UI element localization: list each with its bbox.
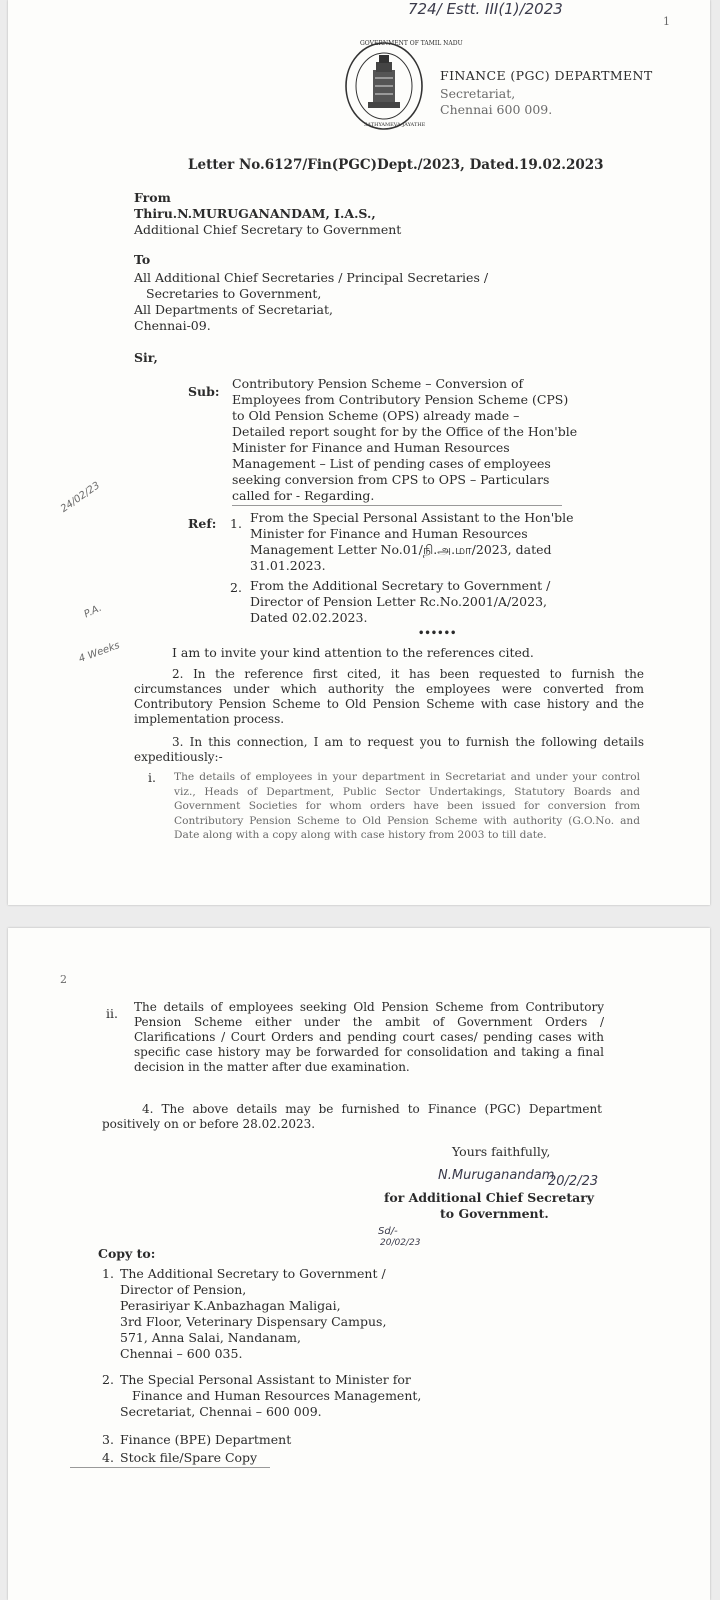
copy-to-number: 1. bbox=[102, 1266, 114, 1281]
item-i-text: The details of employees in your department in Secretariat and under your control viz., Heads of Department, Public Sector Undertakings, Statutory Boards and Government Societies for whom orders have been issued for conversion from Contributory Pension Scheme to Old Pension Scheme with authority (G.O.No. and Date along with a copy along with case history from 2003 to till date. bbox=[174, 771, 640, 841]
subject-line: Contributory Pension Scheme – Conversion of bbox=[232, 376, 524, 391]
signatory-line: for Additional Chief Secretary bbox=[384, 1190, 595, 1205]
signatory-line: to Government. bbox=[440, 1206, 549, 1221]
letter-number: Letter No.6127/Fin(PGC)Dept./2023, Dated.19.02.2023 bbox=[188, 157, 604, 173]
from-label: From bbox=[134, 190, 171, 205]
subject-line: seeking conversion from CPS to OPS – Particulars bbox=[232, 472, 550, 487]
paragraph-1: I am to invite your kind attention to the references cited. bbox=[172, 645, 534, 660]
from-designation: Additional Chief Secretary to Government bbox=[134, 222, 402, 237]
copy-to-line: 571, Anna Salai, Nandanam, bbox=[120, 1330, 301, 1345]
copy-to-label: Copy to: bbox=[98, 1246, 156, 1261]
from-name: Thiru.N.MURUGANANDAM, I.A.S., bbox=[134, 206, 376, 221]
initials: Sd/- bbox=[378, 1226, 398, 1237]
subject-label: Sub: bbox=[188, 384, 220, 399]
copy-to-number: 2. bbox=[102, 1372, 114, 1387]
department-line-3: Chennai 600 009. bbox=[440, 102, 553, 117]
subject-line: to Old Pension Scheme (OPS) already made – bbox=[232, 408, 520, 423]
copy-to-line: Finance (BPE) Department bbox=[120, 1432, 292, 1447]
copy-to-line: Chennai – 600 035. bbox=[120, 1346, 243, 1361]
salutation: Sir, bbox=[134, 350, 158, 365]
paragraph-3: 3. In this connection, I am to request you to furnish the following details expeditiously:- bbox=[134, 735, 644, 764]
to-line: Chennai-09. bbox=[134, 318, 211, 333]
initials-date: 20/02/23 bbox=[380, 1238, 421, 1248]
copy-to-line: Finance and Human Resources Management, bbox=[132, 1388, 422, 1403]
to-line: All Additional Chief Secretaries / Principal Secretaries / bbox=[134, 270, 489, 285]
separator: •••••• bbox=[418, 628, 457, 639]
paragraph-4: 4. The above details may be furnished to Finance (PGC) Department positively on or before 28.02.2023. bbox=[102, 1102, 602, 1131]
item-ii-number: ii. bbox=[106, 1006, 118, 1021]
copy-to-number: 4. bbox=[102, 1450, 114, 1465]
subject-line: Employees from Contributory Pension Scheme (CPS) bbox=[232, 392, 569, 407]
copy-to-line: Director of Pension, bbox=[120, 1282, 247, 1297]
letter-page-1 bbox=[8, 0, 710, 905]
closing: Yours faithfully, bbox=[452, 1144, 551, 1159]
copy-to-line: Stock file/Spare Copy bbox=[120, 1450, 258, 1465]
reference-label: Ref: bbox=[188, 516, 217, 531]
stock-file-underline bbox=[70, 1467, 270, 1468]
copy-to-line: Perasiriyar K.Anbazhagan Maligai, bbox=[120, 1298, 341, 1313]
to-line: All Departments of Secretariat, bbox=[134, 302, 333, 317]
signature: N.Muruganandam bbox=[438, 1168, 555, 1183]
copy-to-line: 3rd Floor, Veterinary Dispensary Campus, bbox=[120, 1314, 387, 1329]
reference-number: 2. bbox=[230, 580, 242, 595]
margin-note-period: 4 Weeks bbox=[77, 640, 122, 665]
margin-note-initials: P.A. bbox=[82, 602, 104, 621]
to-label: To bbox=[134, 252, 151, 267]
item-i-number: i. bbox=[148, 770, 156, 785]
paragraph-2: 2. In the reference first cited, it has been requested to furnish the circumstances under which authority the employees were converted from Contributory Pension Scheme to Old Pension Scheme with case history and the implementation process. bbox=[134, 667, 644, 726]
handwritten-reference: 724/ Estt. III(1)/2023 bbox=[408, 0, 563, 18]
seal-top-text: GOVERNMENT OF TAMIL NADU bbox=[360, 40, 463, 47]
reference-line: Director of Pension Letter Rc.No.2001/A/2023, bbox=[250, 594, 548, 609]
department-line-2: Secretariat, bbox=[440, 86, 516, 101]
department-name: FINANCE (PGC) DEPARTMENT bbox=[440, 68, 653, 83]
reference-line: From the Additional Secretary to Government / bbox=[250, 578, 551, 593]
reference-line: Management Letter No.01/நி.அ.மா/2023, dated bbox=[250, 542, 552, 557]
copy-to-line: The Additional Secretary to Government / bbox=[120, 1266, 386, 1281]
reference-line: 31.01.2023. bbox=[250, 558, 326, 573]
reference-line: From the Special Personal Assistant to the Hon'ble bbox=[250, 510, 574, 525]
copy-to-number: 3. bbox=[102, 1432, 114, 1447]
reference-line: Minister for Finance and Human Resources bbox=[250, 526, 528, 541]
letter-page-2 bbox=[8, 928, 710, 1600]
page-number-mark: 2 bbox=[60, 973, 67, 986]
government-seal-icon bbox=[343, 40, 425, 132]
subject-line: called for - Regarding. bbox=[232, 488, 375, 503]
margin-note-date: 24/02/23 bbox=[58, 480, 103, 515]
subject-line: Minister for Finance and Human Resources bbox=[232, 440, 510, 455]
reference-number: 1. bbox=[230, 516, 242, 531]
item-ii-text: The details of employees seeking Old Pension Scheme from Contributory Pension Scheme either under the ambit of Government Orders / Clarifications / Court Orders and pending court cases/ pending cases with specific case history may be forwarded for consolidation and taking a final decision in the matter after due examination. bbox=[134, 1000, 604, 1074]
to-line: Secretaries to Government, bbox=[146, 286, 322, 301]
copy-to-line: Secretariat, Chennai – 600 009. bbox=[120, 1404, 322, 1419]
page-number-mark: 1 bbox=[663, 15, 670, 28]
reference-line: Dated 02.02.2023. bbox=[250, 610, 368, 625]
signature-date: 20/2/23 bbox=[548, 1174, 599, 1189]
subject-underline bbox=[232, 505, 562, 506]
subject-line: Detailed report sought for by the Office of the Hon'ble bbox=[232, 424, 578, 439]
seal-bottom-text: SATHYAMEVA JAYATHE bbox=[364, 122, 426, 128]
subject-line: Management – List of pending cases of employees bbox=[232, 456, 551, 471]
copy-to-line: The Special Personal Assistant to Minister for bbox=[120, 1372, 411, 1387]
